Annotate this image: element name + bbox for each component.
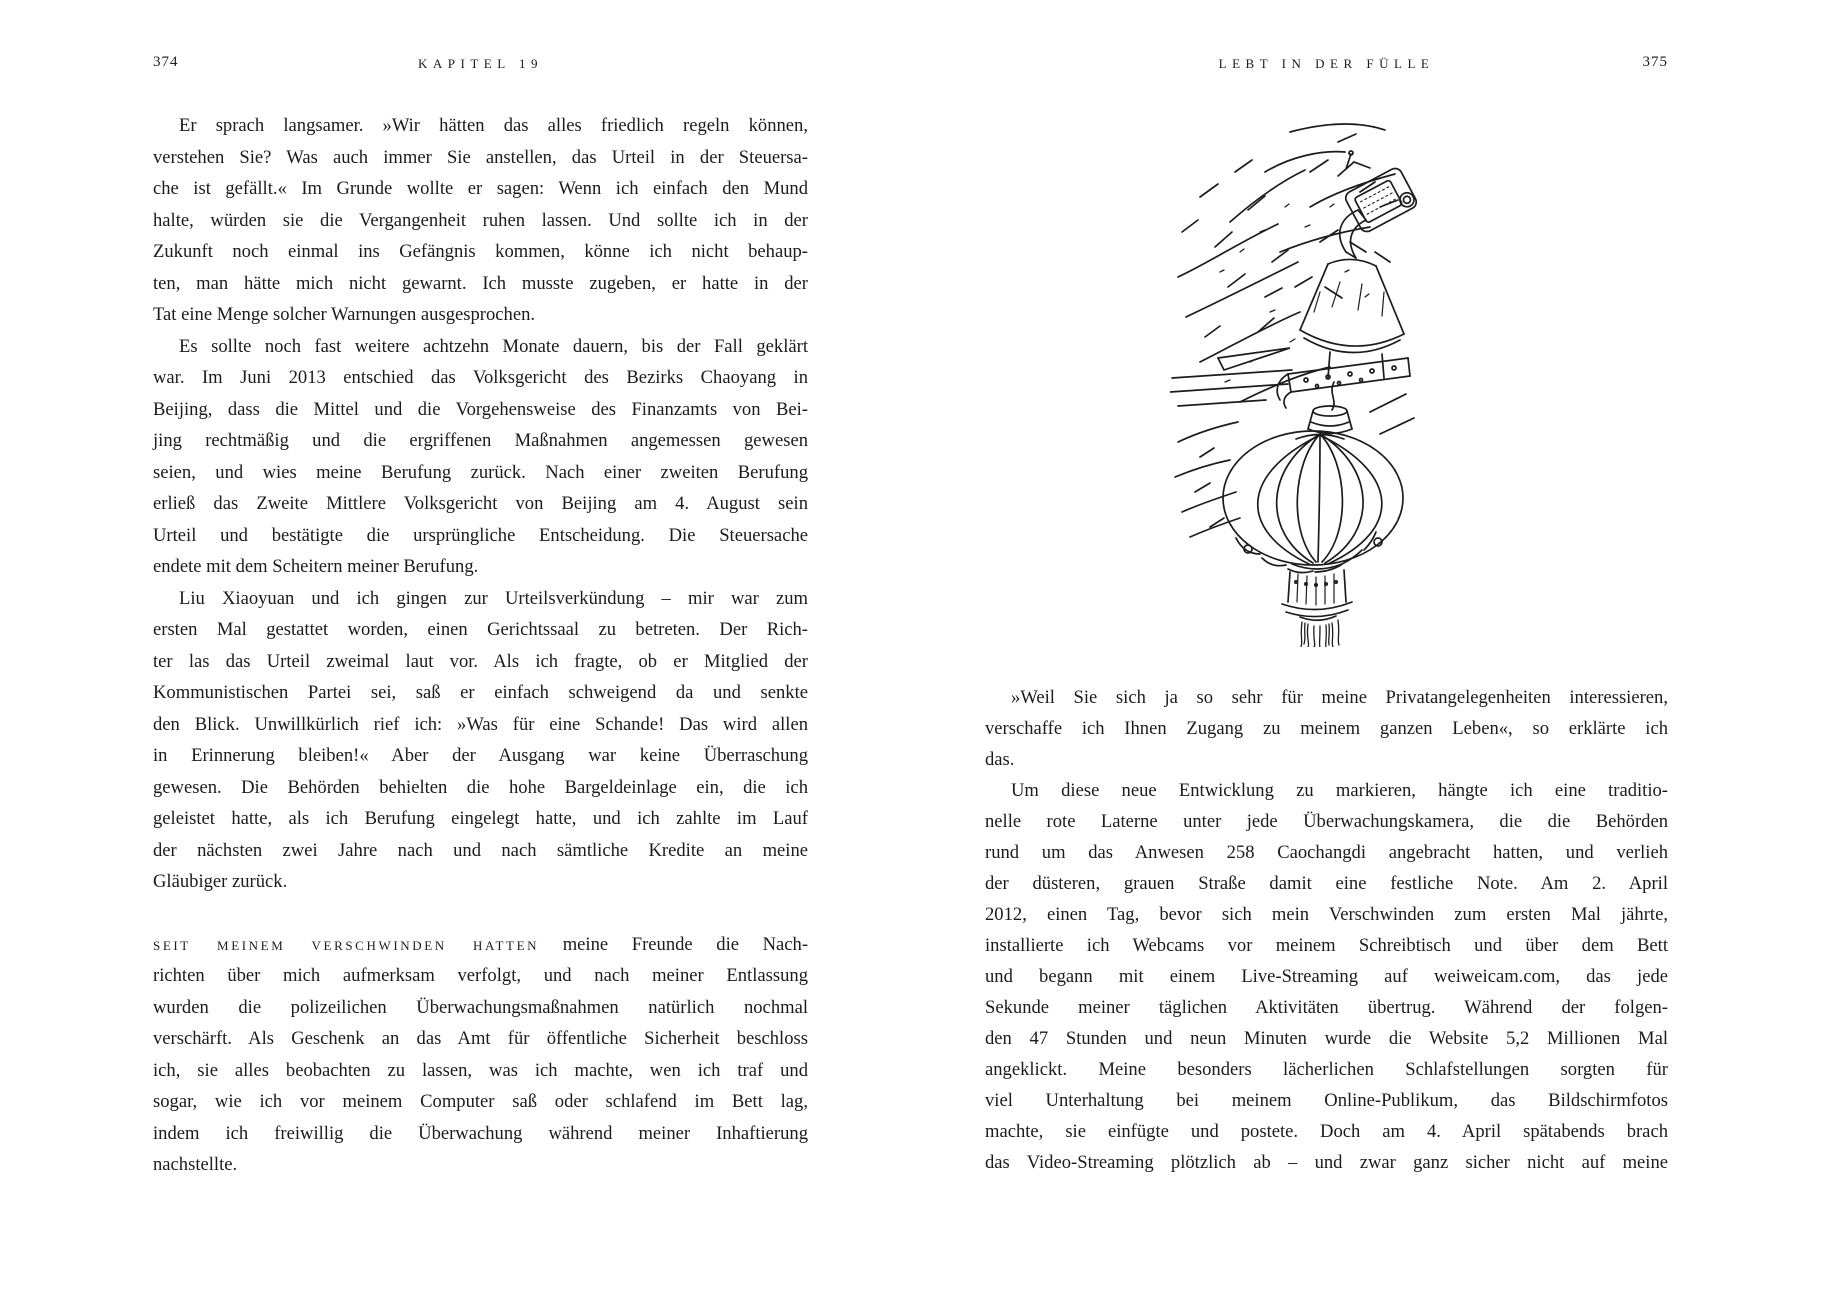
text-line: Sekunde meiner täglichen Aktivitäten übertrug. Während der folgen-	[985, 997, 1668, 1018]
text-line: Gläubiger zurück.	[153, 871, 288, 892]
text-line: installierte ich Webcams vor meinem Schreibtisch und über dem Bett	[985, 935, 1668, 956]
paragraph	[153, 110, 808, 331]
left-page-text	[153, 110, 808, 1181]
text-line: halte, würden sie die Vergangenheit ruhen lassen. Und sollte ich in der	[153, 209, 808, 231]
text-line: verschärft. Als Geschenk an das Amt für öffentliche Sicherheit beschloss	[153, 1028, 808, 1049]
text-line: verschaffe ich Ihnen Zugang zu meinem ganzen Leben«, so erklärte ich	[985, 718, 1668, 739]
text-line: Beijing, dass die Mittel und die Vorgehensweise des Finanzamts von Bei-	[153, 398, 808, 420]
text-line: endete mit dem Scheitern meiner Berufung.	[153, 556, 479, 577]
paragraph	[985, 682, 1668, 775]
text-line: sogar, wie ich vor meinem Computer saß oder schlafend im Bett lag,	[153, 1091, 808, 1112]
page-number-right: 375	[1642, 54, 1668, 70]
text-line: Um diese neue Entwicklung zu markieren, hängte ich eine traditio-	[1011, 780, 1668, 801]
text-line: den Blick. Unwillkürlich rief ich: »Was für eine Schande! Das wird allen	[153, 713, 808, 735]
text-line: wurden die polizeilichen Überwachungsmaßnahmen natürlich nochmal	[153, 996, 808, 1018]
paragraph	[153, 929, 808, 1181]
text-line: rund um das Anwesen 258 Caochangdi angebracht hatten, und verlieh	[985, 842, 1668, 863]
text-line: Liu Xiaoyuan und ich gingen zur Urteilsverkündung – mir war zum	[179, 587, 808, 609]
text-line: angeklickt. Meine besonders lächerlichen Schlafstellungen sorgten für	[985, 1059, 1668, 1080]
page-number-left: 374	[153, 54, 179, 70]
text-line: das.	[985, 749, 1015, 770]
text-line: Er sprach langsamer. »Wir hätten das alles friedlich regeln können,	[179, 115, 808, 136]
text-line: nachstellte.	[153, 1154, 238, 1175]
paragraph	[153, 331, 808, 583]
text-line: seien, und wies meine Berufung zurück. Nach einer zweiten Berufung	[153, 461, 808, 483]
text-line: jing rechtmäßig und die ergriffenen Maßnahmen angemessen gewesen	[153, 430, 808, 451]
section-lead-smallcaps: seit meinem verschwinden hatten	[153, 933, 540, 955]
text-line: geleistet hatte, als ich Berufung eingelegt hatte, und ich zahlte im Lauf	[153, 808, 808, 829]
text-line: viel Unterhaltung bei meinem Online-Publikum, das Bildschirmfotos	[985, 1090, 1668, 1111]
text-line: den 47 Stunden und neun Minuten wurde die Website 5,2 Millionen Mal	[985, 1028, 1668, 1049]
text-line: seit meinem verschwinden hatten meine Freunde die Nach-	[153, 933, 809, 955]
text-line: Zukunft noch einmal ins Gefängnis kommen, könne ich nicht behaup-	[153, 241, 808, 262]
text-line: Kommunistischen Partei sei, saß er einfach schweigend da und senkte	[153, 682, 808, 703]
text-line: Urteil und bestätigte die ursprüngliche Entscheidung. Die Steuersache	[153, 524, 808, 546]
text-line: Tat eine Menge solcher Warnungen ausgesprochen.	[153, 304, 536, 325]
text-line: in Erinnerung bleiben!« Aber der Ausgang war keine Überraschung	[153, 745, 808, 766]
paragraph	[153, 583, 808, 898]
text-line: der düsteren, grauen Straße damit eine festliche Note. Am 2. April	[985, 873, 1668, 894]
text-line: ersten Mal gestattet worden, einen Gerichtssaal zu betreten. Der Rich-	[153, 619, 808, 640]
text-line: nelle rote Laterne unter jede Überwachungskamera, die die Behörden	[985, 811, 1668, 832]
text-line: ten, man hätte mich nicht gewarnt. Ich musste zugeben, er hatte in der	[153, 272, 808, 294]
text-line: »Weil Sie sich ja so sehr für meine Privatangelegenheiten interessieren,	[1011, 687, 1668, 708]
text-line: indem ich freiwillig die Überwachung während meiner Inhaftierung	[153, 1122, 808, 1144]
text-line: richten über mich aufmerksam verfolgt, und nach meiner Entlassung	[153, 965, 808, 986]
text-line: gewesen. Die Behörden behielten die hohe Bargeldeinlage ein, die ich	[153, 776, 808, 798]
text-line: che ist gefällt.« Im Grunde wollte er sagen: Wenn ich einfach den Mund	[153, 178, 808, 199]
text-line: war. Im Juni 2013 entschied das Volksgericht des Bezirks Chaoyang in	[153, 367, 808, 388]
lantern-camera-illustration	[1170, 112, 1470, 647]
text-line: Es sollte noch fast weitere achtzehn Monate dauern, bis der Fall geklärt	[179, 335, 808, 357]
text-line: erließ das Zweite Mittlere Volksgericht von Beijing am 4. August sein	[153, 493, 808, 514]
text-line: ter las das Urteil zweimal laut vor. Als ich fragte, ob er Mitglied der	[153, 650, 808, 672]
running-head-right: LEBT IN DER FÜLLE	[1218, 56, 1435, 71]
text-line: das Video-Streaming plötzlich ab – und zwar ganz sicher nicht auf meine	[985, 1152, 1668, 1173]
running-head-left: KAPITEL 19	[418, 56, 543, 71]
text-line: machte, sie einfügte und postete. Doch am 4. April spätabends brach	[985, 1121, 1668, 1142]
text-line: 2012, einen Tag, bevor sich mein Verschwinden zum ersten Mal jährte,	[985, 904, 1668, 925]
text-line: und begann mit einem Live-Streaming auf weiweicam.com, das jede	[985, 966, 1668, 987]
text-line: verstehen Sie? Was auch immer Sie anstellen, das Urteil in der Steuersa-	[153, 146, 808, 168]
text-line: der nächsten zwei Jahre nach und nach sämtliche Kredite an meine	[153, 839, 808, 861]
right-page-text	[985, 682, 1668, 1178]
text-line: ich, sie alles beobachten zu lassen, was ich machte, wen ich traf und	[153, 1059, 808, 1081]
paragraph	[985, 775, 1668, 1178]
